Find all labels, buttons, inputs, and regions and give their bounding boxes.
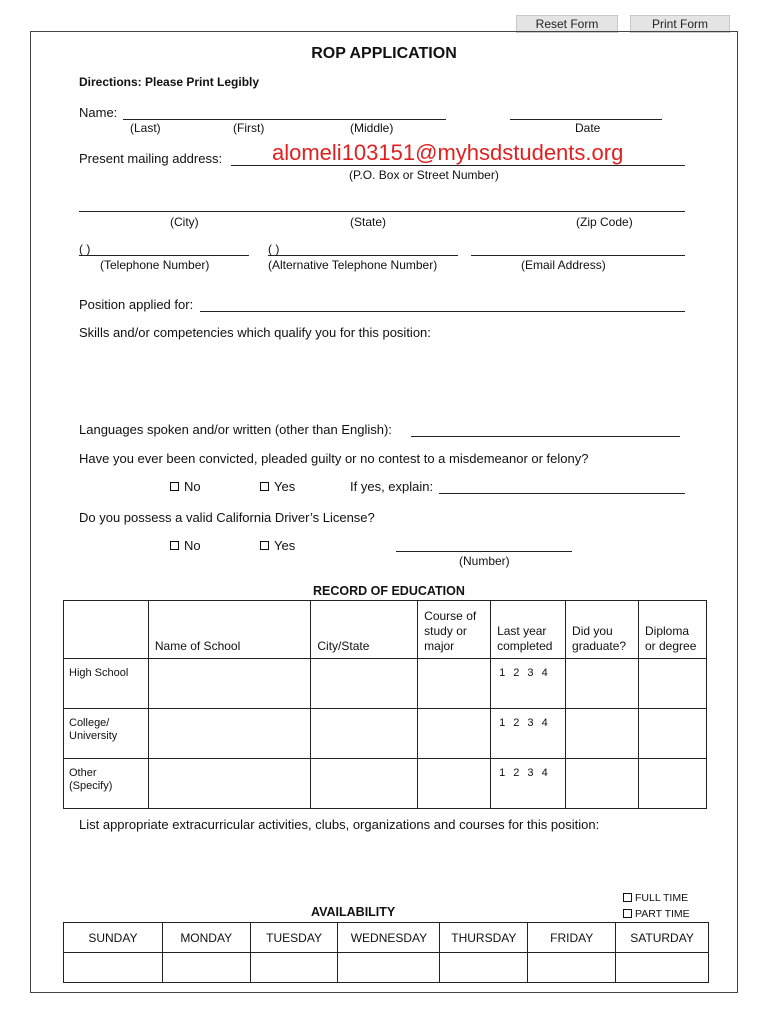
day-header: MONDAY <box>162 923 250 953</box>
address-field-value[interactable]: alomeli103151@myhsdstudents.org <box>272 140 624 165</box>
day-header: WEDNESDAY <box>338 923 440 953</box>
monday-availability-cell[interactable] <box>162 953 250 983</box>
availability-header-row <box>64 923 709 953</box>
table-row <box>64 759 707 809</box>
day-header: TUESDAY <box>250 923 338 953</box>
school-name-cell[interactable] <box>148 659 310 709</box>
position-label: Position applied for: <box>79 297 194 312</box>
checkbox-icon[interactable] <box>260 482 269 491</box>
middle-name-caption: (Middle) <box>350 121 394 135</box>
tuesday-availability-cell[interactable] <box>250 953 338 983</box>
graduate-cell[interactable] <box>566 659 639 709</box>
print-form-button[interactable]: Print Form <box>630 15 730 33</box>
education-header: Name of School <box>148 601 310 659</box>
education-header: Diploma or degree <box>639 601 707 659</box>
street-caption: (P.O. Box or Street Number) <box>349 168 499 182</box>
telephone-area-code: ( ) <box>79 242 91 256</box>
alt-telephone-caption: (Alternative Telephone Number) <box>268 258 438 272</box>
diploma-cell[interactable] <box>639 709 707 759</box>
languages-field[interactable] <box>411 436 680 437</box>
reset-form-button[interactable]: Reset Form <box>516 15 618 33</box>
email-field[interactable] <box>471 255 685 256</box>
telephone-caption: (Telephone Number) <box>100 258 210 272</box>
checkbox-icon[interactable] <box>623 909 632 918</box>
row-label: Other (Specify) <box>64 759 149 809</box>
part-time-option[interactable]: PART TIME <box>623 908 690 920</box>
city-state-cell[interactable] <box>311 759 418 809</box>
diploma-cell[interactable] <box>639 759 707 809</box>
last-year-cell[interactable]: 1 2 3 4 <box>491 709 566 759</box>
availability-title: AVAILABILITY <box>311 905 396 919</box>
table-row <box>64 659 707 709</box>
email-caption: (Email Address) <box>521 258 606 272</box>
city-state-zip-field[interactable] <box>79 211 685 212</box>
last-name-caption: (Last) <box>130 121 161 135</box>
education-header: Did you graduate? <box>566 601 639 659</box>
license-no-option[interactable]: No <box>170 538 201 553</box>
education-header: City/State <box>311 601 418 659</box>
directions-text: Directions: Please Print Legibly <box>79 75 260 89</box>
license-yes-option[interactable]: Yes <box>260 538 295 553</box>
full-time-option[interactable]: FULL TIME <box>623 892 688 904</box>
sunday-availability-cell[interactable] <box>64 953 163 983</box>
alt-telephone-area-code: ( ) <box>268 242 280 256</box>
row-label: College/ University <box>64 709 149 759</box>
name-label: Name: <box>79 105 118 120</box>
checkbox-icon[interactable] <box>623 893 632 902</box>
wednesday-availability-cell[interactable] <box>338 953 440 983</box>
education-table <box>63 600 707 809</box>
availability-table <box>63 922 709 983</box>
school-name-cell[interactable] <box>148 759 310 809</box>
form-title: ROP APPLICATION <box>311 45 457 62</box>
education-header: Last year completed <box>491 601 566 659</box>
city-state-cell[interactable] <box>311 659 418 709</box>
education-title: RECORD OF EDUCATION <box>313 584 465 598</box>
state-caption: (State) <box>350 215 387 229</box>
friday-availability-cell[interactable] <box>528 953 616 983</box>
position-field[interactable] <box>200 311 685 312</box>
languages-label: Languages spoken and/or written (other than English): <box>79 422 392 437</box>
last-year-cell[interactable]: 1 2 3 4 <box>491 759 566 809</box>
day-header: THURSDAY <box>440 923 528 953</box>
graduate-cell[interactable] <box>566 759 639 809</box>
course-cell[interactable] <box>418 759 491 809</box>
city-state-cell[interactable] <box>311 709 418 759</box>
address-label: Present mailing address: <box>79 151 223 166</box>
education-header-row <box>64 601 707 659</box>
date-caption: Date <box>575 121 601 135</box>
extracurricular-label: List appropriate extracurricular activities, clubs, organizations and courses for this position: <box>79 817 600 832</box>
school-name-cell[interactable] <box>148 709 310 759</box>
table-row <box>64 709 707 759</box>
license-question: Do you possess a valid California Driver’s License? <box>79 510 375 525</box>
date-field[interactable] <box>510 119 662 120</box>
name-field[interactable] <box>123 119 446 120</box>
last-year-cell[interactable]: 1 2 3 4 <box>491 659 566 709</box>
day-header: FRIDAY <box>528 923 616 953</box>
city-caption: (City) <box>170 215 199 229</box>
table-row <box>64 953 709 983</box>
education-header <box>64 601 149 659</box>
day-header: SATURDAY <box>616 923 709 953</box>
graduate-cell[interactable] <box>566 709 639 759</box>
if-yes-label: If yes, explain: <box>350 479 434 494</box>
diploma-cell[interactable] <box>639 659 707 709</box>
checkbox-icon[interactable] <box>170 482 179 491</box>
thursday-availability-cell[interactable] <box>440 953 528 983</box>
license-number-caption: (Number) <box>459 554 510 568</box>
telephone-field[interactable] <box>79 255 249 256</box>
first-name-caption: (First) <box>233 121 265 135</box>
checkbox-icon[interactable] <box>260 541 269 550</box>
conviction-yes-option[interactable]: Yes <box>260 479 295 494</box>
conviction-no-option[interactable]: No <box>170 479 201 494</box>
alt-telephone-field[interactable] <box>268 255 458 256</box>
course-cell[interactable] <box>418 659 491 709</box>
license-number-field[interactable] <box>396 551 572 552</box>
row-label: High School <box>64 659 149 709</box>
education-header: Course of study or major <box>418 601 491 659</box>
zip-caption: (Zip Code) <box>576 215 633 229</box>
day-header: SUNDAY <box>64 923 163 953</box>
course-cell[interactable] <box>418 709 491 759</box>
checkbox-icon[interactable] <box>170 541 179 550</box>
explanation-field[interactable] <box>439 493 685 494</box>
conviction-question: Have you ever been convicted, pleaded guilty or no contest to a misdemeanor or felony? <box>79 451 589 466</box>
skills-label: Skills and/or competencies which qualify you for this position: <box>79 325 431 340</box>
saturday-availability-cell[interactable] <box>616 953 709 983</box>
